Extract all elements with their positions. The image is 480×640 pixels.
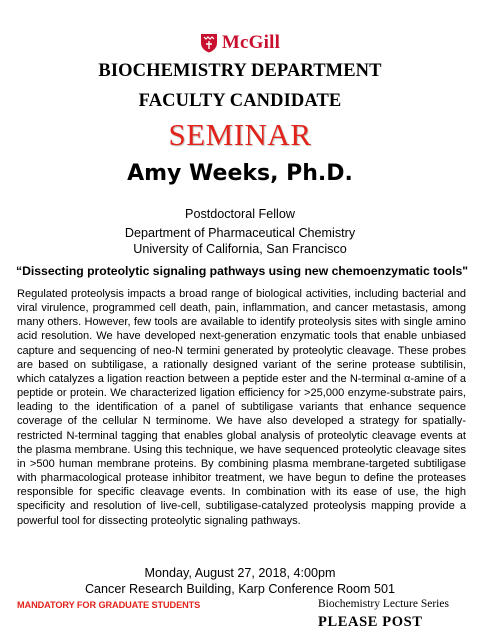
speaker-position: Postdoctoral Fellow — [185, 207, 295, 221]
faculty-candidate-heading: FACULTY CANDIDATE — [138, 91, 342, 111]
logo-text: McGill — [221, 32, 281, 53]
lecture-series: Biochemistry Lecture Series — [318, 598, 449, 610]
talk-abstract: Regulated proteolysis impacts a broad range of biological activities, including bacterial and viral virulence, programmed cell death, pain, inflammation, and cancer metastasis, among many others. However, few tools are available to identify proteolysis sites with single amino acid resolution. We have developed next-generation enzymatic tools that enable unbiased capture and sequencing of neo-N termini generated by proteolytic cleavage. These probes are based on subtiligase, a rationally designed variant of the serine protease subtilisin, which catalyzes a ligation reaction between a peptide ester and the N-terminal α-amine of a peptide or protein. We characterized ligation efficiency for >25,000 enzyme-substrate pairs, leading to the identification of a panel of subtiligase variants that enhance sequence coverage of the cellular N terminome. We have also developed a strategy for spatially-restricted N-terminal tagging that enables global analysis of proteolytic cleavage events at the plasma membrane. Using this technique, we have sequenced proteolytic cleavage sites in >500 human membrane proteins. By combining plasma membrane-targeted subtiligase with pharmacological protease inhibitor treatment, we have begun to define the proteases responsible for specific cleavage events. In combination with its ease of use, the high specificity and resolution of live-cell, subtiligase-catalyzed proteolysis mapping provide a powerful tool for dissecting proteolytic signaling pathways. — [17, 288, 466, 527]
talk-title: “Dissecting proteolytic signaling pathways using new chemoenzymatic tools" — [16, 264, 469, 278]
event-datetime: Monday, August 27, 2018, 4:00pm — [144, 566, 336, 580]
speaker-department: Department of Pharmaceutical Chemistry — [124, 226, 356, 240]
event-location: Cancer Research Building, Karp Conference Room 501 — [84, 582, 396, 596]
please-post: PLEASE POST — [318, 614, 423, 630]
mandatory-notice: MANDATORY FOR GRADUATE STUDENTS — [17, 600, 201, 610]
seminar-heading: SEMINAR — [168, 117, 312, 152]
department-heading: BIOCHEMISTRY DEPARTMENT — [98, 61, 382, 81]
mcgill-logo — [0, 32, 480, 54]
crest-icon — [200, 33, 218, 53]
speaker-name: Amy Weeks, Ph.D. — [127, 161, 353, 186]
speaker-institution: University of California, San Francisco — [133, 242, 347, 256]
